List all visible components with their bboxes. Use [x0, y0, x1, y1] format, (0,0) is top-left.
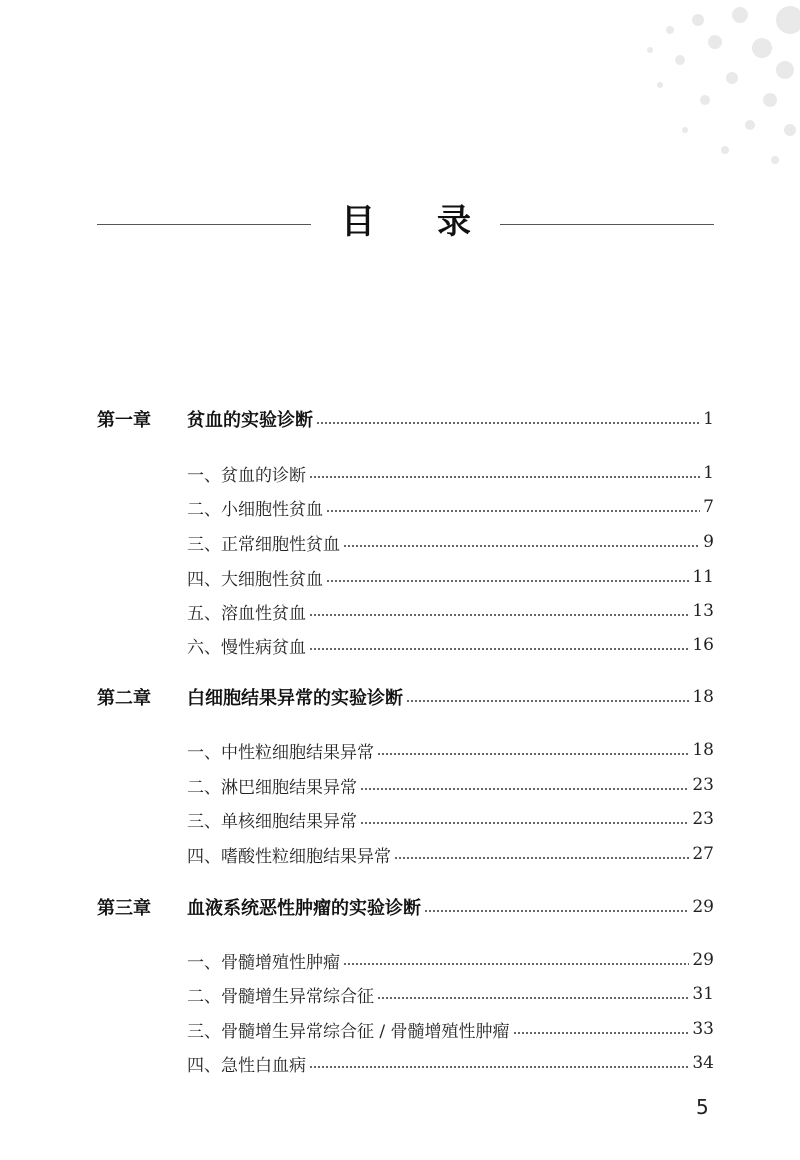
chapter-number: 第二章 [97, 688, 151, 709]
leader-dots [513, 1028, 690, 1038]
chapter-entry[interactable] [97, 895, 714, 919]
section-page: 23 [692, 775, 714, 795]
leader-dots [377, 749, 689, 759]
leader-dots [326, 576, 689, 586]
leader-dots [309, 644, 689, 654]
section-page: 33 [692, 1019, 714, 1039]
section-title: 四、大细胞性贫血 [187, 569, 323, 590]
section-entry[interactable] [97, 530, 714, 554]
section-entry[interactable] [97, 773, 714, 797]
chapter-title: 白细胞结果异常的实验诊断 [187, 688, 403, 709]
section-page: 31 [692, 984, 714, 1004]
leader-dots [424, 906, 689, 916]
section-entry[interactable] [97, 1051, 714, 1075]
section-title: 五、溶血性贫血 [187, 603, 306, 624]
section-page: 11 [692, 567, 714, 587]
leader-dots [316, 418, 700, 428]
title-char-1: 目 [341, 202, 375, 242]
section-entry[interactable] [97, 842, 714, 866]
section-title: 一、中性粒细胞结果异常 [187, 742, 374, 763]
section-entry[interactable] [97, 982, 714, 1006]
leader-dots [360, 818, 689, 828]
chapter-title: 血液系统恶性肿瘤的实验诊断 [187, 898, 421, 919]
section-entry[interactable] [97, 633, 714, 657]
section-entry[interactable] [97, 948, 714, 972]
section-title: 三、正常细胞性贫血 [187, 534, 340, 555]
section-page: 29 [692, 950, 714, 970]
chapter-entry[interactable] [97, 407, 714, 431]
section-title: 三、骨髓增生异常综合征 / 骨髓增殖性肿瘤 [187, 1021, 510, 1042]
section-title: 一、骨髓增殖性肿瘤 [187, 952, 340, 973]
leader-dots [343, 541, 700, 551]
section-entry[interactable] [97, 738, 714, 762]
chapter-title: 贫血的实验诊断 [187, 410, 313, 431]
title-rule-left [97, 224, 311, 225]
leader-dots [360, 784, 689, 794]
title-rule-right [500, 224, 714, 225]
section-entry[interactable] [97, 495, 714, 519]
leader-dots [406, 696, 689, 706]
section-page: 1 [703, 463, 714, 483]
section-page: 16 [692, 635, 714, 655]
section-title: 二、小细胞性贫血 [187, 499, 323, 520]
section-entry[interactable] [97, 1017, 714, 1041]
decorative-pattern [500, 0, 800, 200]
section-page: 27 [692, 844, 714, 864]
section-title: 四、嗜酸性粒细胞结果异常 [187, 846, 391, 867]
section-title: 二、淋巴细胞结果异常 [187, 777, 357, 798]
chapter-page: 18 [692, 687, 714, 707]
section-title: 三、单核细胞结果异常 [187, 811, 357, 832]
section-title: 二、骨髓增生异常综合征 [187, 986, 374, 1007]
section-page: 13 [692, 601, 714, 621]
chapter-entry[interactable] [97, 685, 714, 709]
section-entry[interactable] [97, 461, 714, 485]
section-page: 9 [703, 532, 714, 552]
section-entry[interactable] [97, 599, 714, 623]
section-page: 7 [703, 497, 714, 517]
leader-dots [343, 959, 689, 969]
leader-dots [394, 853, 689, 863]
section-page: 23 [692, 809, 714, 829]
chapter-number: 第三章 [97, 898, 151, 919]
leader-dots [309, 472, 700, 482]
chapter-page: 1 [703, 409, 714, 429]
chapter-page: 29 [692, 897, 714, 917]
leader-dots [309, 610, 689, 620]
leader-dots [326, 506, 700, 516]
section-entry[interactable] [97, 565, 714, 589]
page-number: 5 [696, 1095, 709, 1119]
section-title: 四、急性白血病 [187, 1055, 306, 1076]
section-page: 18 [692, 740, 714, 760]
leader-dots [309, 1062, 689, 1072]
section-title: 一、贫血的诊断 [187, 465, 306, 486]
title-char-2: 录 [437, 202, 471, 242]
section-page: 34 [692, 1053, 714, 1073]
chapter-number: 第一章 [97, 410, 151, 431]
section-entry[interactable] [97, 807, 714, 831]
toc-title [97, 198, 714, 250]
section-title: 六、慢性病贫血 [187, 637, 306, 658]
leader-dots [377, 993, 689, 1003]
